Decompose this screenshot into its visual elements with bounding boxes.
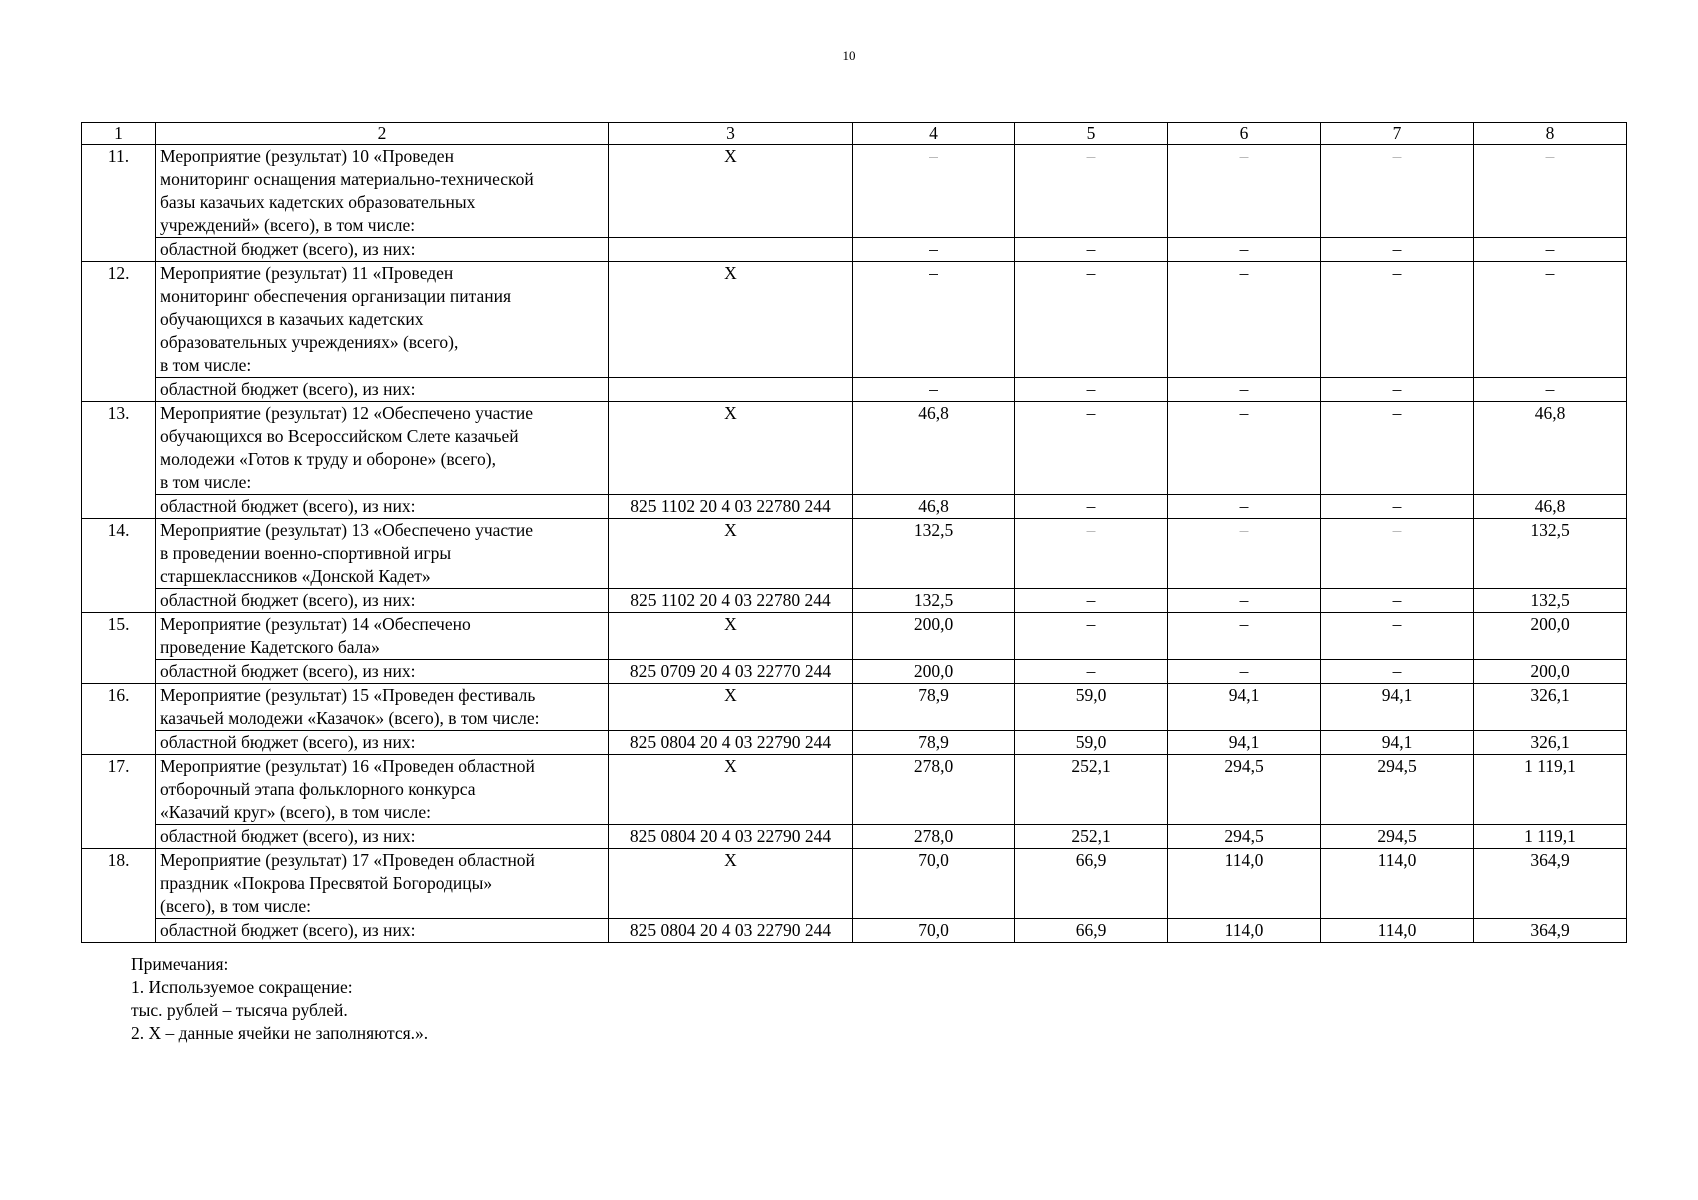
row-value-7: –: [1321, 613, 1474, 660]
subrow-value-5: –: [1015, 495, 1168, 519]
table-row: [82, 684, 1627, 731]
row-description: [156, 145, 609, 238]
subrow-value-7: 114,0: [1321, 919, 1474, 943]
description-line: мониторинг обеспечения организации питания: [160, 286, 512, 306]
row-value-6: –: [1168, 145, 1321, 238]
subrow-value-5: 66,9: [1015, 919, 1168, 943]
subrow-value-4: 200,0: [853, 660, 1015, 684]
subrow-value-8: 132,5: [1474, 589, 1627, 613]
header-cell: 8: [1474, 123, 1627, 145]
row-number: 13.: [82, 402, 156, 519]
table-subrow: [82, 378, 1627, 402]
row-value-5: –: [1015, 145, 1168, 238]
description-line: учреждений» (всего), в том числе:: [160, 215, 416, 235]
row-value-7: 94,1: [1321, 684, 1474, 731]
subrow-value-8: –: [1474, 378, 1627, 402]
subrow-value-4: 70,0: [853, 919, 1015, 943]
row-value-6: 114,0: [1168, 849, 1321, 919]
subrow-description: областной бюджет (всего), из них:: [156, 589, 609, 613]
row-code: X: [609, 519, 853, 589]
subrow-value-7: –: [1321, 660, 1474, 684]
description-line: Мероприятие (результат) 10 «Проведен: [160, 146, 454, 166]
subrow-value-4: 278,0: [853, 825, 1015, 849]
row-value-5: –: [1015, 262, 1168, 378]
subrow-description: областной бюджет (всего), из них:: [156, 660, 609, 684]
table-subrow: [82, 825, 1627, 849]
subrow-value-4: 46,8: [853, 495, 1015, 519]
subrow-value-6: –: [1168, 589, 1321, 613]
table-row: [82, 755, 1627, 825]
row-value-6: 94,1: [1168, 684, 1321, 731]
row-value-8: –: [1474, 145, 1627, 238]
header-cell: 1: [82, 123, 156, 145]
row-description: [156, 849, 609, 919]
table-subrow: [82, 495, 1627, 519]
subrow-code: 825 1102 20 4 03 22780 244: [609, 495, 853, 519]
subrow-value-5: –: [1015, 589, 1168, 613]
row-value-8: 132,5: [1474, 519, 1627, 589]
header-cell: 3: [609, 123, 853, 145]
subrow-value-7: –: [1321, 495, 1474, 519]
row-value-8: 1 119,1: [1474, 755, 1627, 825]
description-line: Мероприятие (результат) 12 «Обеспечено участие: [160, 403, 533, 423]
row-value-5: –: [1015, 402, 1168, 495]
subrow-description: областной бюджет (всего), из них:: [156, 919, 609, 943]
row-value-7: –: [1321, 402, 1474, 495]
row-value-5: 59,0: [1015, 684, 1168, 731]
row-value-4: 70,0: [853, 849, 1015, 919]
subrow-value-5: –: [1015, 238, 1168, 262]
row-value-6: –: [1168, 262, 1321, 378]
row-number: 18.: [82, 849, 156, 943]
header-cell: 4: [853, 123, 1015, 145]
subrow-code: [609, 238, 853, 262]
subrow-code: [609, 378, 853, 402]
notes: [131, 953, 428, 1045]
row-value-8: –: [1474, 262, 1627, 378]
description-line: Мероприятие (результат) 11 «Проведен: [160, 263, 454, 283]
row-value-4: 46,8: [853, 402, 1015, 495]
subrow-value-5: 252,1: [1015, 825, 1168, 849]
table-subrow: [82, 660, 1627, 684]
table-row: [82, 262, 1627, 378]
subrow-value-7: –: [1321, 589, 1474, 613]
subrow-value-8: 46,8: [1474, 495, 1627, 519]
subrow-value-7: –: [1321, 238, 1474, 262]
row-value-6: –: [1168, 613, 1321, 660]
subrow-value-4: –: [853, 378, 1015, 402]
row-description: [156, 262, 609, 378]
description-line: отборочный этапа фольклорного конкурса: [160, 779, 476, 799]
row-value-7: 114,0: [1321, 849, 1474, 919]
row-value-7: –: [1321, 519, 1474, 589]
description-line: праздник «Покрова Пресвятой Богородицы»: [160, 873, 493, 893]
row-description: [156, 684, 609, 731]
description-line: образовательных учреждениях» (всего),: [160, 332, 459, 352]
row-value-4: 78,9: [853, 684, 1015, 731]
row-number: 16.: [82, 684, 156, 755]
row-number: 15.: [82, 613, 156, 684]
subrow-value-8: 1 119,1: [1474, 825, 1627, 849]
row-value-7: –: [1321, 262, 1474, 378]
subrow-value-7: 294,5: [1321, 825, 1474, 849]
row-value-8: 200,0: [1474, 613, 1627, 660]
row-value-6: –: [1168, 402, 1321, 495]
subrow-value-5: 59,0: [1015, 731, 1168, 755]
subrow-description: областной бюджет (всего), из них:: [156, 825, 609, 849]
table-row: [82, 519, 1627, 589]
row-code: X: [609, 145, 853, 238]
subrow-value-6: 294,5: [1168, 825, 1321, 849]
description-line: обучающихся в казачьих кадетских: [160, 309, 424, 329]
subrow-value-6: –: [1168, 495, 1321, 519]
notes-title: Примечания:: [131, 954, 229, 974]
row-number: 17.: [82, 755, 156, 849]
description-line: Мероприятие (результат) 13 «Обеспечено участие: [160, 520, 533, 540]
description-line: молодежи «Готов к труду и обороне» (всего),: [160, 449, 496, 469]
notes-line: 1. Используемое сокращение:: [131, 977, 353, 997]
row-number: 12.: [82, 262, 156, 402]
description-line: Мероприятие (результат) 17 «Проведен областной: [160, 850, 535, 870]
subrow-value-6: –: [1168, 660, 1321, 684]
row-value-5: –: [1015, 613, 1168, 660]
subrow-description: областной бюджет (всего), из них:: [156, 378, 609, 402]
row-code: X: [609, 262, 853, 378]
subrow-value-5: –: [1015, 378, 1168, 402]
budget-table: [81, 122, 1627, 943]
subrow-code: 825 0804 20 4 03 22790 244: [609, 825, 853, 849]
table-subrow: [82, 919, 1627, 943]
row-value-5: 252,1: [1015, 755, 1168, 825]
row-value-8: 326,1: [1474, 684, 1627, 731]
table-subrow: [82, 238, 1627, 262]
row-value-5: –: [1015, 519, 1168, 589]
row-value-6: –: [1168, 519, 1321, 589]
row-value-4: 132,5: [853, 519, 1015, 589]
description-line: базы казачьих кадетских образовательных: [160, 192, 476, 212]
row-value-4: 200,0: [853, 613, 1015, 660]
description-line: казачьей молодежи «Казачок» (всего), в том числе:: [160, 708, 540, 728]
row-code: X: [609, 613, 853, 660]
row-code: X: [609, 849, 853, 919]
row-value-5: 66,9: [1015, 849, 1168, 919]
subrow-description: областной бюджет (всего), из них:: [156, 731, 609, 755]
table-row: [82, 145, 1627, 238]
row-code: X: [609, 402, 853, 495]
table-header-row: [82, 123, 1627, 145]
subrow-value-6: 94,1: [1168, 731, 1321, 755]
subrow-code: 825 0804 20 4 03 22790 244: [609, 731, 853, 755]
header-cell: 6: [1168, 123, 1321, 145]
subrow-description: областной бюджет (всего), из них:: [156, 495, 609, 519]
subrow-value-8: 326,1: [1474, 731, 1627, 755]
table-subrow: [82, 731, 1627, 755]
subrow-value-8: 364,9: [1474, 919, 1627, 943]
row-code: X: [609, 684, 853, 731]
description-line: Мероприятие (результат) 14 «Обеспечено: [160, 614, 471, 634]
row-value-4: –: [853, 145, 1015, 238]
header-cell: 7: [1321, 123, 1474, 145]
subrow-value-8: –: [1474, 238, 1627, 262]
row-description: [156, 613, 609, 660]
subrow-code: 825 1102 20 4 03 22780 244: [609, 589, 853, 613]
description-line: в том числе:: [160, 472, 252, 492]
page-number: 10: [842, 48, 856, 63]
subrow-description: областной бюджет (всего), из них:: [156, 238, 609, 262]
subrow-value-6: 114,0: [1168, 919, 1321, 943]
subrow-value-4: 78,9: [853, 731, 1015, 755]
subrow-value-4: –: [853, 238, 1015, 262]
row-description: [156, 402, 609, 495]
subrow-code: 825 0804 20 4 03 22790 244: [609, 919, 853, 943]
header-cell: 5: [1015, 123, 1168, 145]
description-line: «Казачий круг» (всего), в том числе:: [160, 802, 431, 822]
subrow-value-7: –: [1321, 378, 1474, 402]
row-number: 11.: [82, 145, 156, 262]
description-line: Мероприятие (результат) 15 «Проведен фестиваль: [160, 685, 536, 705]
description-line: мониторинг оснащения материально-технической: [160, 169, 534, 189]
row-value-7: 294,5: [1321, 755, 1474, 825]
table-subrow: [82, 589, 1627, 613]
header-cell: 2: [156, 123, 609, 145]
row-value-4: 278,0: [853, 755, 1015, 825]
row-value-8: 46,8: [1474, 402, 1627, 495]
description-line: обучающихся во Всероссийском Слете казачьей: [160, 426, 519, 446]
row-number: 14.: [82, 519, 156, 613]
description-line: в том числе:: [160, 355, 252, 375]
description-line: в проведении военно-спортивной игры: [160, 543, 452, 563]
subrow-value-7: 94,1: [1321, 731, 1474, 755]
subrow-value-8: 200,0: [1474, 660, 1627, 684]
row-description: [156, 755, 609, 825]
notes-line: 2. X – данные ячейки не заполняются.».: [131, 1023, 429, 1043]
subrow-value-6: –: [1168, 238, 1321, 262]
row-value-4: –: [853, 262, 1015, 378]
subrow-value-5: –: [1015, 660, 1168, 684]
subrow-value-6: –: [1168, 378, 1321, 402]
subrow-code: 825 0709 20 4 03 22770 244: [609, 660, 853, 684]
notes-line: тыс. рублей – тысяча рублей.: [131, 1000, 348, 1020]
description-line: проведение Кадетского бала»: [160, 637, 380, 657]
row-description: [156, 519, 609, 589]
subrow-value-4: 132,5: [853, 589, 1015, 613]
table-row: [82, 613, 1627, 660]
row-value-6: 294,5: [1168, 755, 1321, 825]
description-line: (всего), в том числе:: [160, 896, 312, 916]
description-line: Мероприятие (результат) 16 «Проведен областной: [160, 756, 535, 776]
table-row: [82, 402, 1627, 495]
table-row: [82, 849, 1627, 919]
row-code: X: [609, 755, 853, 825]
description-line: старшеклассников «Донской Кадет»: [160, 566, 431, 586]
row-value-8: 364,9: [1474, 849, 1627, 919]
row-value-7: –: [1321, 145, 1474, 238]
